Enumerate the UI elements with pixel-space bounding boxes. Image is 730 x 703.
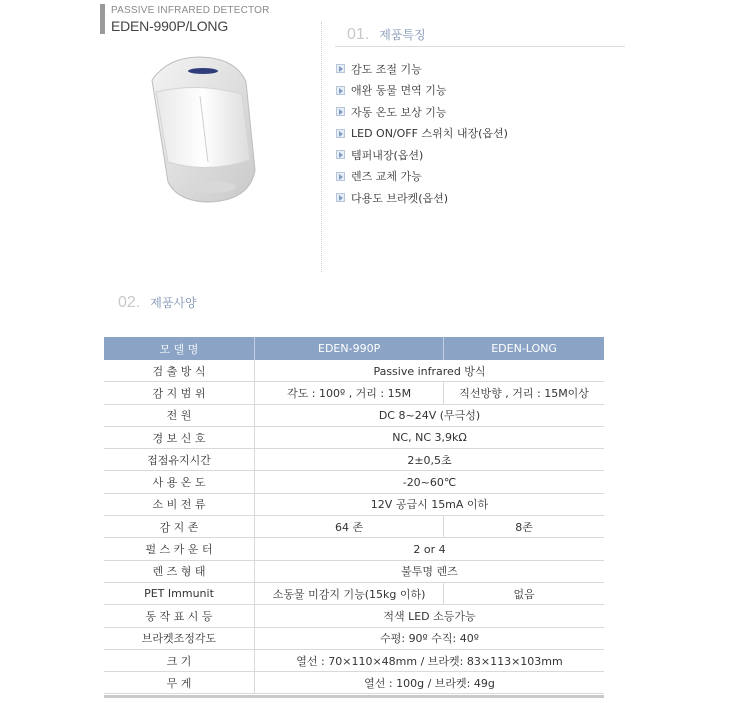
feature-item: LED ON/OFF 스위치 내장(옵션) <box>336 123 508 145</box>
row-label: 전 원 <box>104 404 255 426</box>
table-row <box>104 649 604 671</box>
table-row <box>104 516 604 538</box>
row-label: 소 비 전 류 <box>104 493 255 515</box>
section-divider <box>335 46 625 47</box>
section-title: 제품사양 <box>150 296 197 310</box>
table-row <box>104 605 604 627</box>
feature-item: 자동 온도 보상 기능 <box>336 101 508 123</box>
row-value: DC 8~24V (무극성) <box>255 404 605 426</box>
row-label: 크 기 <box>104 649 255 671</box>
spec-heading <box>118 292 197 312</box>
row-value-long: 없음 <box>444 582 604 604</box>
row-label: 경 보 신 호 <box>104 426 255 448</box>
table-bottom-border <box>104 695 604 698</box>
table-row <box>104 538 604 560</box>
feature-item: 템퍼내장(옵션) <box>336 144 508 166</box>
row-value-long: 8존 <box>444 516 604 538</box>
features-heading <box>347 24 426 44</box>
row-label: 감 지 존 <box>104 516 255 538</box>
row-value-990p: 소동물 미감지 기능(15kg 이하) <box>255 582 444 604</box>
row-value: 적색 LED 소등가능 <box>255 605 605 627</box>
section-title: 제품특징 <box>379 28 426 42</box>
row-value: NC, NC 3,9kΩ <box>255 426 605 448</box>
row-label: 검 출 방 식 <box>104 360 255 382</box>
table-row <box>104 449 604 471</box>
title-accent-bar <box>100 4 105 34</box>
row-value: 열선 : 100g / 브라켓: 49g <box>255 672 605 694</box>
row-value-long: 직선방향 , 거리 : 15M이상 <box>444 382 604 404</box>
vertical-divider <box>321 22 322 272</box>
product-subtitle: PASSIVE INFRARED DETECTOR <box>111 5 270 16</box>
section-number: 01. <box>347 26 370 43</box>
row-label: 사 용 온 도 <box>104 471 255 493</box>
row-value: 2 or 4 <box>255 538 605 560</box>
row-label: 펄 스 카 운 터 <box>104 538 255 560</box>
table-row <box>104 471 604 493</box>
feature-item: 다용도 브라켓(옵션) <box>336 187 508 209</box>
table-row <box>104 560 604 582</box>
table-row <box>104 382 604 404</box>
row-value: 12V 공급시 15mA 이하 <box>255 493 605 515</box>
row-value: 불투명 렌즈 <box>255 560 605 582</box>
feature-item: 렌즈 교체 가능 <box>336 166 508 188</box>
row-value-990p: 각도 : 100º , 거리 : 15M <box>255 382 444 404</box>
row-value: 2±0,5초 <box>255 449 605 471</box>
table-row <box>104 404 604 426</box>
bullet-arrow-icon <box>336 64 345 73</box>
bullet-arrow-icon <box>336 129 345 138</box>
bullet-arrow-icon <box>336 172 345 181</box>
table-row <box>104 426 604 448</box>
row-value: 수평: 90º 수직: 40º <box>255 627 605 649</box>
row-label: 감 지 범 위 <box>104 382 255 404</box>
detector-image <box>138 52 263 207</box>
bullet-arrow-icon <box>336 86 345 95</box>
bullet-arrow-icon <box>336 193 345 202</box>
spec-table <box>104 337 604 694</box>
bullet-arrow-icon <box>336 107 345 116</box>
row-value: 열선 : 70×110×48mm / 브라켓: 83×113×103mm <box>255 649 605 671</box>
header-model-990p: EDEN-990P <box>255 337 444 360</box>
row-label: PET Immunit <box>104 582 255 604</box>
row-label: 렌 즈 형 태 <box>104 560 255 582</box>
section-number: 02. <box>118 294 141 311</box>
table-row <box>104 582 604 604</box>
row-label: 브라켓조정각도 <box>104 627 255 649</box>
feature-item: 애완 동물 면역 기능 <box>336 80 508 102</box>
table-row <box>104 672 604 694</box>
header-model-long: EDEN-LONG <box>444 337 604 360</box>
table-header-row <box>104 337 604 360</box>
table-row <box>104 627 604 649</box>
table-row <box>104 493 604 515</box>
row-label: 동 작 표 시 등 <box>104 605 255 627</box>
row-value: Passive infrared 방식 <box>255 360 605 382</box>
row-value: -20~60℃ <box>255 471 605 493</box>
row-label: 무 게 <box>104 672 255 694</box>
bullet-arrow-icon <box>336 150 345 159</box>
row-label: 접점유지시간 <box>104 449 255 471</box>
feature-item: 감도 조절 기능 <box>336 58 508 80</box>
header-label: 모 델 명 <box>104 337 255 360</box>
feature-list <box>336 58 508 209</box>
row-value-990p: 64 존 <box>255 516 444 538</box>
table-row <box>104 360 604 382</box>
product-model: EDEN-990P/LONG <box>111 18 229 34</box>
